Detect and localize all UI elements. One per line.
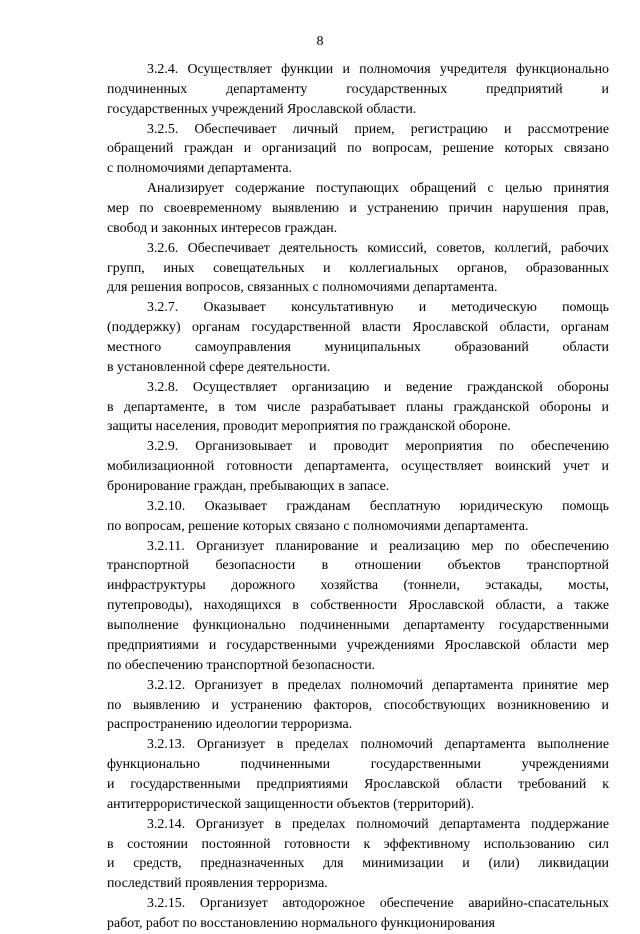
para-3-2-9 xyxy=(107,437,609,497)
para-3-2-14 xyxy=(107,815,609,894)
text-line: мер по своевременному выявлению и устранению причин нарушения прав, xyxy=(107,201,609,217)
text-line: государственных учреждений Ярославской области. xyxy=(107,101,417,117)
text-line: 3.2.15. Организует автодорожное обеспечение аварийно-спасательных xyxy=(147,896,609,912)
text-line: по обеспечению транспортной безопасности. xyxy=(107,657,376,673)
text-line: предприятиями и государственными учреждениями Ярославской области мер xyxy=(107,637,609,653)
para-3-2-13 xyxy=(107,735,609,814)
text-line: инфраструктуры дорожного хозяйства (тоннели, эстакады, мосты, xyxy=(107,578,609,594)
text-line: обращений граждан и организаций по вопросам, решение которых связано xyxy=(107,141,609,157)
text-line: мобилизационной готовности департамента, осуществляет воинский учет и xyxy=(107,459,609,475)
text-line: Анализирует содержание поступающих обращений с целью принятия xyxy=(147,181,609,197)
text-line: 3.2.14. Организует в пределах полномочий департамента поддержание xyxy=(147,816,609,832)
text-line: и государственными предприятиями Ярославской области требований к xyxy=(107,776,609,792)
para-3-2-8 xyxy=(107,378,609,438)
para-3-2-15 xyxy=(107,894,609,934)
text-line: бронирование граждан, пребывающих в запасе. xyxy=(107,479,390,495)
document-body xyxy=(107,60,609,934)
text-line: в департаменте, в том числе разрабатывает планы гражданской обороны и xyxy=(107,399,609,415)
text-line: 3.2.8. Осуществляет организацию и ведение гражданской обороны xyxy=(147,379,609,395)
para-3-2-11 xyxy=(107,537,609,676)
text-line: в установленной сфере деятельности. xyxy=(107,359,331,375)
text-line: выполнение функционально подчиненными департаменту государственными xyxy=(107,618,609,634)
text-line: и средств, предназначенных для минимизации и (или) ликвидации xyxy=(107,856,609,872)
text-line: 3.2.9. Организовывает и проводит мероприятия по обеспечению xyxy=(147,439,609,455)
text-line: 3.2.4. Осуществляет функции и полномочия учредителя функционально xyxy=(147,62,609,77)
text-line: групп, иных совещательных и коллегиальных органов, образованных xyxy=(107,260,609,276)
text-line: антитеррористической защищенности объектов (территорий). xyxy=(107,796,475,812)
text-line: в состоянии постоянной готовности к эффективному использованию сил xyxy=(107,836,609,852)
text-line: 3.2.11. Организует планирование и реализацию мер по обеспечению xyxy=(147,538,609,554)
text-line: с полномочиями департамента. xyxy=(107,161,293,177)
text-line: 3.2.6. Обеспечивает деятельность комиссий, советов, коллегий, рабочих xyxy=(147,240,609,256)
text-line: местного самоуправления муниципальных образований области xyxy=(107,340,609,356)
text-line: 3.2.12. Организует в пределах полномочий департамента принятие мер xyxy=(147,677,609,693)
text-line: путепроводы), находящихся в собственности Ярославской области, а также xyxy=(107,598,609,614)
para-3-2-7 xyxy=(107,298,609,377)
text-line: по вопросам, решение которых связано с полномочиями департамента. xyxy=(107,518,529,534)
para-3-2-6 xyxy=(107,239,609,299)
para-3-2-10 xyxy=(107,497,609,537)
para-analysis xyxy=(107,179,609,239)
text-line: работ, работ по восстановлению нормального функционирования xyxy=(107,915,495,931)
text-line: 3.2.13. Организует в пределах полномочий департамента выполнение xyxy=(147,737,609,753)
text-line: свобод и законных интересов граждан. xyxy=(107,220,338,236)
text-line: для решения вопросов, связанных с полномочиями департамента. xyxy=(107,280,498,296)
text-line: подчиненных департаменту государственных предприятий и xyxy=(107,81,609,97)
text-line: функционально подчиненными государственными учреждениями xyxy=(107,757,609,773)
text-line: 3.2.5. Обеспечивает личный прием, регистрацию и рассмотрение xyxy=(147,121,609,137)
para-3-2-12 xyxy=(107,676,609,736)
text-line: по выявлению и устранению факторов, способствующих возникновению и xyxy=(107,697,609,713)
para-3-2-4 xyxy=(107,60,609,120)
text-line: транспортной безопасности в отношении объектов транспортной xyxy=(107,558,609,574)
text-line: 3.2.10. Оказывает гражданам бесплатную юридическую помощь xyxy=(147,498,609,514)
text-line: последствий проявления терроризма. xyxy=(107,876,328,892)
text-line: 3.2.7. Оказывает консультативную и методическую помощь xyxy=(147,300,609,316)
text-line: защиты населения, проводит мероприятия по гражданской обороне. xyxy=(107,419,511,435)
text-line: (поддержку) органам государственной власти Ярославской области, органам xyxy=(107,320,609,336)
page-number: 8 xyxy=(316,34,324,49)
text-line: распространению идеологии терроризма. xyxy=(107,717,353,733)
para-3-2-5 xyxy=(107,120,609,180)
